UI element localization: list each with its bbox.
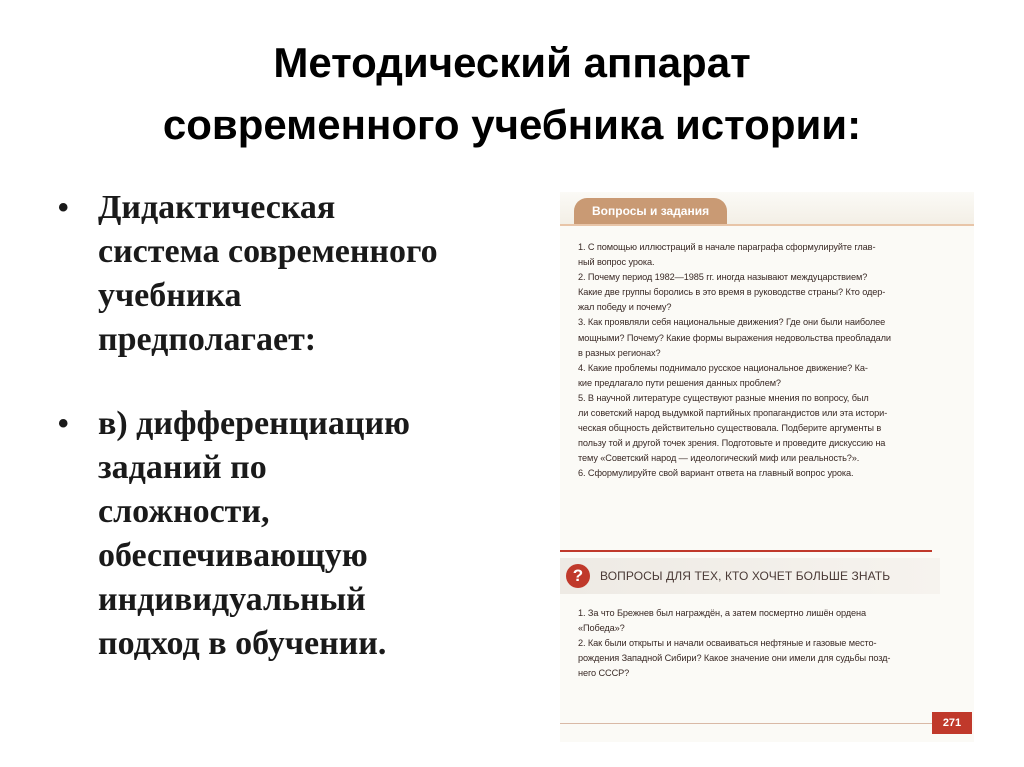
questions-list	[578, 240, 954, 482]
bullet-text-line: обеспечивающую	[98, 537, 368, 574]
section-header-band	[560, 192, 974, 226]
extra-question-line: 2. Как были открыты и начали осваиваться нефтяные и газовые место-	[578, 638, 877, 649]
extra-questions-list	[578, 606, 954, 681]
bullet-item-differentiation	[56, 402, 526, 666]
bullet-text-line: Дидактическая	[98, 189, 336, 226]
question-line: 1. С помощью иллюстраций в начале параграфа сформулируйте глав-	[578, 242, 876, 252]
extra-question-line: «Победа»?	[578, 623, 625, 634]
page-number-badge: 271	[932, 712, 972, 734]
slide-title	[0, 32, 1024, 156]
question-line: Какие две группы боролись в это время в руководстве страны? Кто одер-	[578, 287, 886, 298]
question-line: в разных регионах?	[578, 347, 661, 358]
question-line: 5. В научной литературе существуют разные мнения по вопросу, был	[578, 392, 869, 403]
question-line: ли советский народ выдумкой партийных пропагандистов или эта истори-	[578, 408, 888, 419]
section-title-tab: Вопросы и задания	[574, 198, 727, 224]
question-line: кие предлагало пути решения данных проблем?	[578, 377, 781, 388]
question-line: 4. Какие проблемы поднимало русское национальное движение? Ка-	[578, 362, 868, 373]
bullet-dot-icon: •	[58, 191, 69, 224]
bullet-text-line: подход в обучении.	[98, 625, 387, 662]
slide-title-line-1: Методический аппарат	[273, 39, 751, 86]
bullet-dot-icon: •	[58, 407, 69, 440]
question-line: мощными? Почему? Какие формы выражения недовольства преобладали	[578, 332, 891, 343]
bullet-text-line: предполагает:	[98, 321, 317, 358]
extra-question-line: рождения Западной Сибири? Какое значение они имели для судьбы позд-	[578, 653, 891, 664]
question-mark-icon: ?	[566, 564, 590, 588]
bullet-item-didactic	[56, 186, 526, 362]
bullet-list	[56, 186, 526, 666]
bullet-text-line: индивидуальный	[98, 581, 366, 618]
question-line: ный вопрос урока.	[578, 257, 655, 268]
question-line: 6. Сформулируйте свой вариант ответа на главный вопрос урока.	[578, 468, 854, 479]
textbook-page-image	[560, 192, 974, 742]
bullet-text-line: заданий по	[98, 449, 267, 486]
extra-question-line: него СССР?	[578, 668, 630, 679]
slide-title-line-2: современного учебника истории:	[162, 101, 862, 148]
red-divider	[560, 550, 932, 552]
question-line: ческая общность действительно существовала. Подберите аргументы в	[578, 423, 882, 434]
extra-question-line: 1. За что Брежнев был награждён, а затем посмертно лишён ордена	[578, 608, 866, 618]
question-line: пользу той и другой точек зрения. Подготовьте и проведите дискуссию на	[578, 438, 886, 449]
extra-section-title: ВОПРОСЫ ДЛЯ ТЕХ, КТО ХОЧЕТ БОЛЬШЕ ЗНАТЬ	[600, 569, 891, 583]
question-line: 3. Как проявляли себя национальные движения? Где они были наиболее	[578, 317, 886, 328]
question-line: тему «Советский народ — идеологический миф или реальность?».	[578, 453, 860, 464]
question-line: жал победу и почему?	[578, 302, 672, 313]
page-footer-rule	[560, 723, 932, 724]
bullet-text-line: сложности,	[98, 493, 270, 530]
bullet-text-line: система современного	[98, 233, 438, 270]
bullet-text-line: учебника	[98, 277, 242, 314]
question-line: 2. Почему период 1982—1985 гг. иногда называют междуцарствием?	[578, 272, 868, 283]
bullet-text-line: в) дифференциацию	[98, 405, 411, 442]
